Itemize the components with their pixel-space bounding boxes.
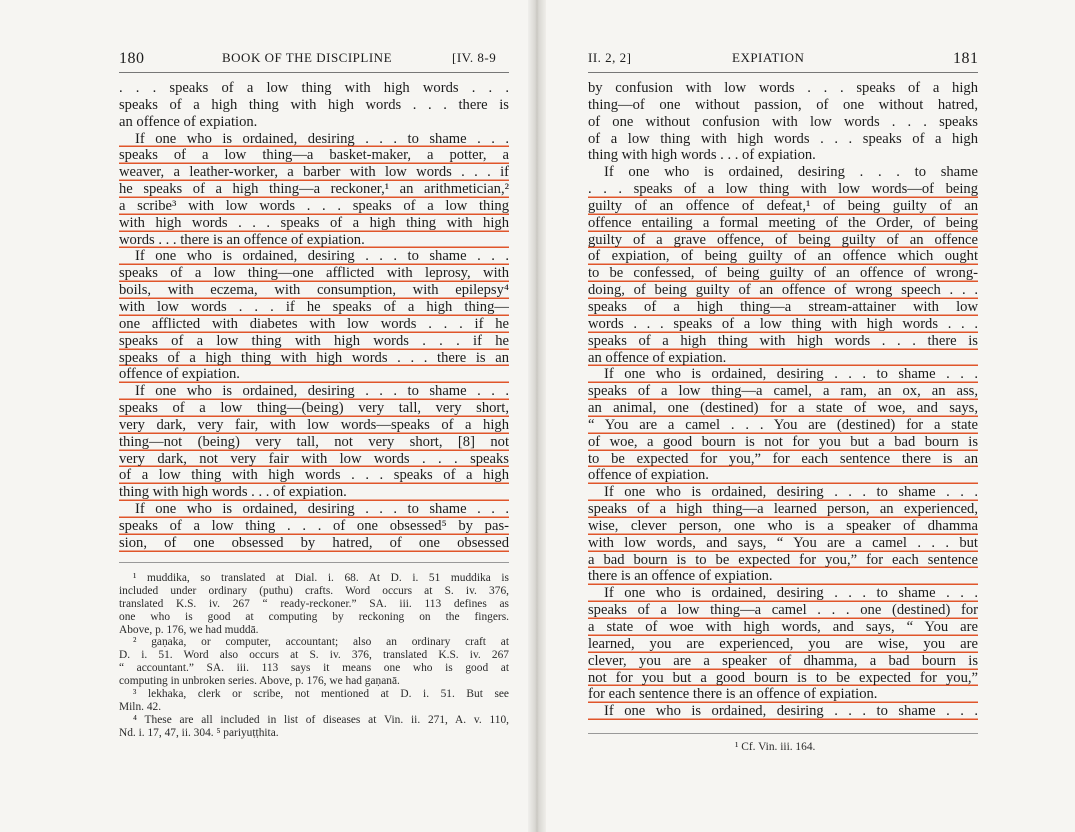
footnote-line: computing in unbroken series. Above, p. 176, we had gaṇanā.: [119, 675, 400, 688]
text-line: clever, you are a speaker of dhamma, a bad bourn is: [588, 652, 978, 669]
text-line: one afflicted with diabetes with low words . . . if he: [119, 315, 509, 332]
text-line: very dark, very fair, with low words—speaks of a high: [119, 416, 509, 433]
footnote-line: Above, p. 176, we had muddā.: [119, 623, 259, 636]
right-section-ref: II. 2, 2]: [588, 50, 632, 65]
text-line: offence of expiation.: [119, 366, 509, 383]
footnote-line: ² gaṇaka, or computer, accountant; also an ordinary craft at: [133, 636, 509, 649]
left-page: [0, 0, 534, 832]
footnote-line: “ accountant.” SA. iii. 113 says it means one who is good at: [119, 662, 509, 675]
text-line: If one who is ordained, desiring . . . to shame . . .: [119, 248, 509, 265]
footnote-line: Miln. 42.: [119, 700, 162, 713]
text-line: words . . . speaks of a low thing with high words . . .: [588, 315, 978, 332]
text-line: If one who is ordained, desiring . . . to shame . . .: [119, 383, 509, 400]
left-body-text: [119, 80, 509, 552]
text-line: speaks of a high thing—a learned person, an experienced,: [588, 501, 978, 518]
text-line: to be expected for you,” for each sentence there is an: [588, 450, 978, 467]
text-line: an offence of expiation.: [119, 113, 258, 130]
footnote-line: ¹ muddika, so translated at Dial. i. 68. At D. i. 51 muddika is: [133, 572, 509, 584]
text-line: a scribe³ with low words . . . speaks of a low thing: [119, 197, 509, 214]
text-line: of woe, a good bourn is not for you but a bad bourn is: [588, 433, 978, 450]
footnote-line: D. i. 51. Word also occurs at S. iv. 376, translated K.S. iv. 267: [119, 649, 509, 662]
text-line: speaks of a low thing with high words . . . if he: [119, 332, 509, 349]
text-line: words . . . there is an offence of expiation.: [119, 232, 509, 249]
right-page-number: 181: [953, 50, 979, 67]
text-line: speaks of a low thing—one afflicted with leprosy, with: [119, 265, 509, 282]
text-line: boils, with eczema, with consumption, with epilepsy⁴: [119, 282, 509, 299]
text-line: speaks of a high thing—a stream-attainer with low: [588, 298, 978, 315]
text-line: If one who is ordained, desiring . . . to shame: [604, 164, 978, 181]
left-section-ref: [IV. 8-9: [452, 50, 497, 65]
text-line: thing—of one without passion, of one without hatred,: [588, 96, 978, 113]
footnote-line: ⁴ These are all included in list of diseases at Vin. ii. 271, A. v. 110,: [133, 713, 509, 726]
text-line: very dark, not very fair with low words . . . speaks: [119, 450, 509, 467]
text-line: thing with high words . . . of expiation.: [119, 484, 509, 501]
text-line: to be confessed, of being guilty of an offence of wrong-: [588, 265, 978, 282]
text-line: . . . speaks of a low thing with low words—of being: [588, 181, 978, 198]
text-line: by confusion with low words . . . speaks of a high: [588, 80, 978, 96]
text-line: wise, clever person, one who is a speaker of dhamma: [588, 517, 978, 534]
text-line: a state of woe with high words, and says, “ You are: [588, 619, 978, 635]
text-line: with high words . . . speaks of a high thing with high: [119, 214, 509, 231]
footnote-line: translated K.S. iv. 267 “ ready-reckoner.” SA. iii. 113 defines as: [119, 597, 509, 610]
text-line: speaks of a high thing with high words . . . there is an: [119, 349, 509, 366]
right-page: [540, 0, 1075, 832]
text-line: an animal, one (destined) for a state of woe, and says,: [588, 400, 978, 417]
footnote-line: ³ lekhaka, clerk or scribe, not mentioned at D. i. 51. But see: [133, 688, 509, 701]
text-line: speaks of a low thing—a basket-maker, a potter, a: [119, 147, 509, 164]
text-line: weaver, a leather-worker, a barber with low words . . . if: [119, 164, 509, 181]
text-line: not for you but a good bourn is to be expected for you,”: [588, 669, 978, 686]
text-line: for each sentence there is an offence of expiation.: [588, 686, 978, 703]
text-line: . . . speaks of a low thing with high words . . .: [119, 80, 509, 96]
text-line: offence of expiation.: [588, 467, 978, 484]
text-line: speaks of a low thing . . . of one obsessed⁵ by pas-: [119, 517, 509, 534]
text-line: speaks of a low thing—a camel, a ram, an ox, an ass,: [588, 383, 978, 400]
text-line: guilty of an offence of defeat,¹ of being guilty of an: [588, 197, 978, 214]
text-line: with low words . . . if he speaks of a high thing—: [119, 298, 509, 315]
text-line: thing with high words . . . of expiation.: [588, 147, 816, 164]
footnote-line: one who is good at computing by reckoning on the fingers.: [119, 610, 509, 623]
text-line: of expiation, of being guilty of an offence which ought: [588, 248, 978, 265]
text-line: there is an offence of expiation.: [588, 568, 978, 585]
text-line: If one who is ordained, desiring . . . to shame . . .: [588, 366, 978, 383]
text-line: speaks of a low thing—(being) very tall, very short,: [119, 400, 509, 417]
text-line: If one who is ordained, desiring . . . to shame . . .: [588, 703, 978, 720]
text-line: of one without confusion with low words . . . speaks: [588, 113, 978, 130]
footnote-line: included under ordinary (puthu) crafts. Word occurs at S. iv. 376,: [119, 584, 509, 597]
text-line: sion, of one obsessed by hatred, of one obsessed: [119, 534, 509, 551]
text-line: speaks of a high thing with high words . . . there is: [119, 96, 509, 113]
footnote-line: ¹ Cf. Vin. iii. 164.: [735, 741, 816, 753]
text-line: offence entailing a formal meeting of the Order, of being: [588, 214, 978, 231]
book-gutter: [528, 0, 546, 832]
right-running-title: EXPIATION: [732, 50, 805, 65]
text-line: If one who is ordained, desiring . . . to shame . . .: [588, 484, 978, 501]
right-body-text: [588, 80, 978, 720]
right-footnotes: [735, 741, 980, 754]
text-line: speaks of a low thing—a camel . . . one (destined) for: [588, 602, 978, 619]
text-line: of a low thing with high words . . . speaks of a high: [588, 130, 978, 147]
text-line: learned, you are experienced, you are wise, you are: [588, 635, 978, 652]
text-line: doing, of being guilty of an offence of wrong speech . . .: [588, 282, 978, 299]
text-line: speaks of a high thing with high words . . . there is: [588, 332, 978, 349]
header-rule: [119, 72, 509, 73]
text-line: If one who is ordained, desiring . . . to shame . . .: [119, 501, 509, 518]
footnote-rule: [588, 733, 978, 734]
text-line: If one who is ordained, desiring . . . to shame . . .: [588, 585, 978, 602]
text-line: with low words, and says, “ You are a camel . . . but: [588, 534, 978, 551]
footnote-rule: [119, 562, 509, 563]
footnote-line: Nd. i. 17, 47, ii. 304. ⁵ pariyuṭṭhita.: [119, 726, 279, 739]
text-line: an offence of expiation.: [588, 350, 978, 367]
text-line: thing—not (being) very tall, not very short, [8] not: [119, 433, 509, 450]
text-line: of a low thing with high words . . . speaks of a high: [119, 467, 509, 484]
text-line: If one who is ordained, desiring . . . to shame . . .: [119, 131, 509, 148]
text-line: “ You are a camel . . . You are (destined) for a state: [588, 416, 978, 433]
header-rule: [588, 72, 978, 73]
text-line: he speaks of a high thing—a reckoner,¹ an arithmetician,²: [119, 181, 509, 198]
text-line: a bad bourn is to be expected for you,” for each sentence: [588, 551, 978, 568]
left-footnotes: [119, 572, 509, 740]
left-running-title: BOOK OF THE DISCIPLINE: [222, 50, 393, 65]
left-page-number: 180: [119, 50, 145, 67]
text-line: guilty of a grave offence, of being guilty of an offence: [588, 231, 978, 248]
